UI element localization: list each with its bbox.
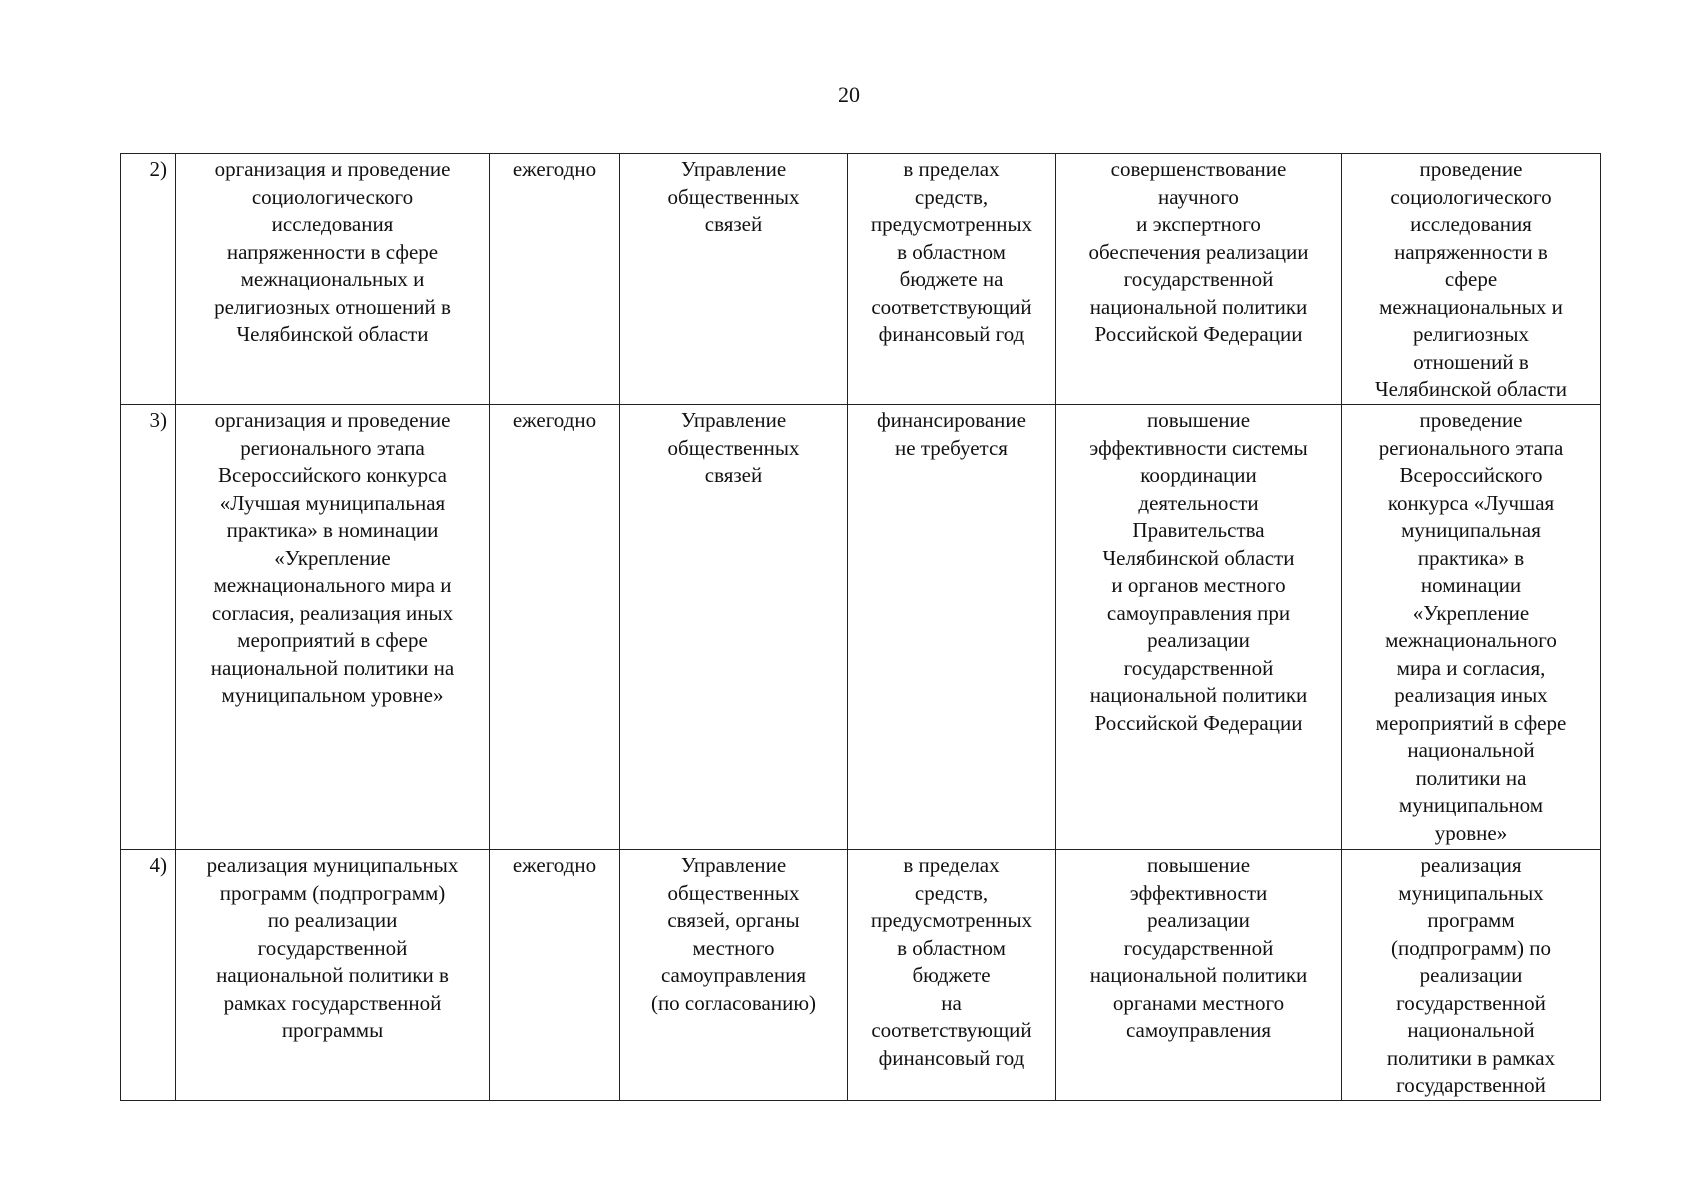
cell-line: национальной политики на [210, 655, 455, 680]
cell-line: по реализации [267, 908, 398, 932]
cell-line: национальной политики в [216, 963, 449, 987]
cell-line: рамках государственной [223, 990, 442, 1015]
cell-line: муниципальных [1398, 880, 1544, 905]
cell-line: согласия, реализация иных [211, 600, 454, 625]
cell-line: государственной [1396, 990, 1546, 1015]
cell-line: бюджете на [899, 267, 1004, 291]
cell-line: регионального этапа [1378, 435, 1564, 460]
row-number: 2) [121, 154, 176, 405]
cell-line: и органов местного [1111, 573, 1286, 597]
executor-cell [620, 154, 848, 405]
cell-line: Российской Федерации [1094, 710, 1303, 735]
cell-line: религиозных [1412, 322, 1530, 346]
cell-line: самоуправления [1125, 1018, 1272, 1042]
cell-line: «Укрепление [274, 545, 391, 570]
cell-line: не требуется [895, 435, 1008, 460]
table-row [121, 405, 1601, 850]
cell-line: самоуправления при [1106, 600, 1291, 625]
cell-line: социологического [251, 184, 414, 209]
cell-line: организация и проведение [214, 408, 451, 432]
cell-line: государственной [1396, 1073, 1546, 1097]
cell-line: местного [692, 935, 775, 960]
funding-cell [848, 154, 1056, 405]
measure-cell [176, 154, 490, 405]
cell-line: эффективности [1129, 880, 1268, 905]
cell-line: эффективности системы [1089, 435, 1308, 460]
cell-line: деятельности [1138, 490, 1259, 515]
cell-line: координации [1140, 463, 1257, 487]
measures-table [120, 153, 1601, 1101]
cell-line: программ [1427, 908, 1515, 932]
cell-line: мира и согласия, [1396, 655, 1546, 680]
cell-line: связей [704, 463, 763, 487]
cell-line: связей [704, 212, 763, 236]
cell-line: межнационального мира и [213, 573, 452, 597]
cell-line: реализация иных [1394, 683, 1548, 707]
cell-line: государственной [1123, 655, 1274, 680]
cell-line: ежегодно [512, 408, 597, 432]
cell-line: Челябинской области [236, 322, 429, 346]
cell-line: напряженности в сфере [226, 239, 439, 264]
cell-line: повышение [1146, 853, 1251, 877]
cell-line: Правительства [1132, 518, 1265, 542]
cell-line: соответствующий [871, 294, 1032, 319]
term-cell [490, 154, 620, 405]
cell-line: Всероссийского конкурса [217, 463, 448, 487]
table-row [121, 154, 1601, 405]
cell-line: практика» в [1417, 545, 1525, 570]
cell-line: государственной [1123, 935, 1274, 960]
cell-line: проведение [1419, 408, 1523, 432]
cell-line: реализации [1419, 963, 1523, 987]
cell-line: межнационального [1385, 628, 1557, 652]
cell-line: национальной политики [1089, 294, 1308, 319]
cell-line: Челябинской области [1375, 377, 1567, 401]
cell-line: (подпрограмм) по [1390, 935, 1552, 960]
row-number: 3) [121, 405, 176, 850]
cell-line: проведение [1419, 157, 1523, 181]
cell-line: межнациональных и [240, 267, 425, 291]
funding-cell [848, 850, 1056, 1101]
cell-line: в пределах [903, 853, 1000, 877]
cell-line: муниципальная [1401, 518, 1541, 542]
result-cell [1342, 405, 1601, 850]
cell-line: «Укрепление [1412, 600, 1530, 625]
result-cell [1342, 850, 1601, 1101]
cell-line: отношений в [1413, 349, 1529, 374]
result-cell [1342, 154, 1601, 405]
cell-line: социологического [1390, 184, 1552, 209]
cell-line: «Лучшая муниципальная [219, 490, 446, 515]
cell-line: политики на [1415, 765, 1527, 790]
goal-cell [1056, 405, 1342, 850]
cell-line: мероприятий в сфере [1375, 710, 1567, 735]
cell-line: религиозных отношений в [214, 294, 451, 319]
goal-cell [1056, 850, 1342, 1101]
cell-line: связей, органы [667, 908, 800, 932]
cell-line: научного [1158, 184, 1239, 209]
cell-line: органами местного [1112, 990, 1285, 1015]
cell-line: реализация муниципальных [206, 853, 459, 877]
cell-line: предусмотренных [870, 908, 1033, 932]
cell-line: Российской Федерации [1094, 322, 1303, 346]
cell-line: межнациональных и [1379, 294, 1563, 319]
cell-line: самоуправления [660, 963, 807, 987]
measure-cell [176, 405, 490, 850]
cell-line: в областном [897, 935, 1006, 960]
cell-line: Управление [680, 408, 787, 432]
cell-line: предусмотренных [870, 212, 1033, 236]
cell-line: сфере [1444, 267, 1498, 291]
cell-line: уровне» [1434, 820, 1508, 845]
cell-line: мероприятий в сфере [237, 628, 428, 652]
cell-line: государственной [1123, 267, 1274, 291]
term-cell [490, 405, 620, 850]
cell-line: программ (подпрограмм) [219, 880, 446, 905]
cell-line: общественных [667, 435, 800, 460]
cell-line: исследования [1410, 212, 1532, 236]
cell-line: Челябинской области [1102, 545, 1295, 570]
executor-cell [620, 850, 848, 1101]
cell-line: организация и проведение [214, 157, 451, 181]
cell-line: конкурса «Лучшая [1387, 490, 1555, 515]
cell-line: общественных [667, 880, 800, 905]
cell-line: (по согласованию) [650, 990, 817, 1015]
cell-line: в пределах [903, 157, 1000, 181]
cell-line: повышение [1146, 408, 1251, 432]
cell-line: Всероссийского [1399, 463, 1543, 487]
measure-cell [176, 850, 490, 1101]
cell-line: национальной политики [1089, 963, 1308, 987]
cell-line: реализации [1147, 908, 1250, 932]
cell-line: финансирование [877, 408, 1026, 432]
cell-line: на [941, 990, 962, 1015]
cell-line: политики в рамках [1386, 1045, 1556, 1070]
page-number: 20 [838, 82, 860, 107]
cell-line: программы [281, 1018, 384, 1042]
cell-line: обеспечения реализации [1088, 239, 1309, 264]
cell-line: практика» в номинации [226, 518, 439, 542]
cell-line: средств, [914, 880, 989, 905]
cell-line: муниципальном [1398, 793, 1544, 817]
cell-line: бюджете [912, 963, 991, 987]
row-number: 4) [121, 850, 176, 1101]
cell-line: в областном [897, 239, 1006, 264]
cell-line: Управление [680, 853, 787, 877]
cell-line: средств, [914, 184, 989, 209]
cell-line: напряженности в [1394, 239, 1548, 264]
term-cell [490, 850, 620, 1101]
cell-line: государственной [257, 935, 408, 960]
cell-line: реализация [1420, 853, 1522, 877]
cell-line: соответствующий [871, 1018, 1032, 1042]
cell-line: ежегодно [512, 853, 597, 877]
table-row [121, 850, 1601, 1101]
cell-line: регионального этапа [240, 435, 425, 460]
cell-line: номинации [1420, 573, 1522, 597]
cell-line: реализации [1147, 628, 1250, 652]
cell-line: финансовый год [878, 1045, 1025, 1070]
cell-line: общественных [667, 184, 800, 209]
cell-line: ежегодно [512, 157, 597, 181]
cell-line: национальной [1407, 738, 1535, 762]
cell-line: совершенствование [1110, 157, 1287, 181]
cell-line: муниципальном уровне» [221, 683, 444, 707]
funding-cell [848, 405, 1056, 850]
goal-cell [1056, 154, 1342, 405]
cell-line: национальной политики [1089, 683, 1308, 707]
cell-line: финансовый год [878, 322, 1025, 346]
cell-line: исследования [271, 212, 394, 236]
cell-line: национальной [1407, 1018, 1535, 1042]
cell-line: Управление [680, 157, 787, 181]
executor-cell [620, 405, 848, 850]
cell-line: и экспертного [1136, 212, 1261, 236]
